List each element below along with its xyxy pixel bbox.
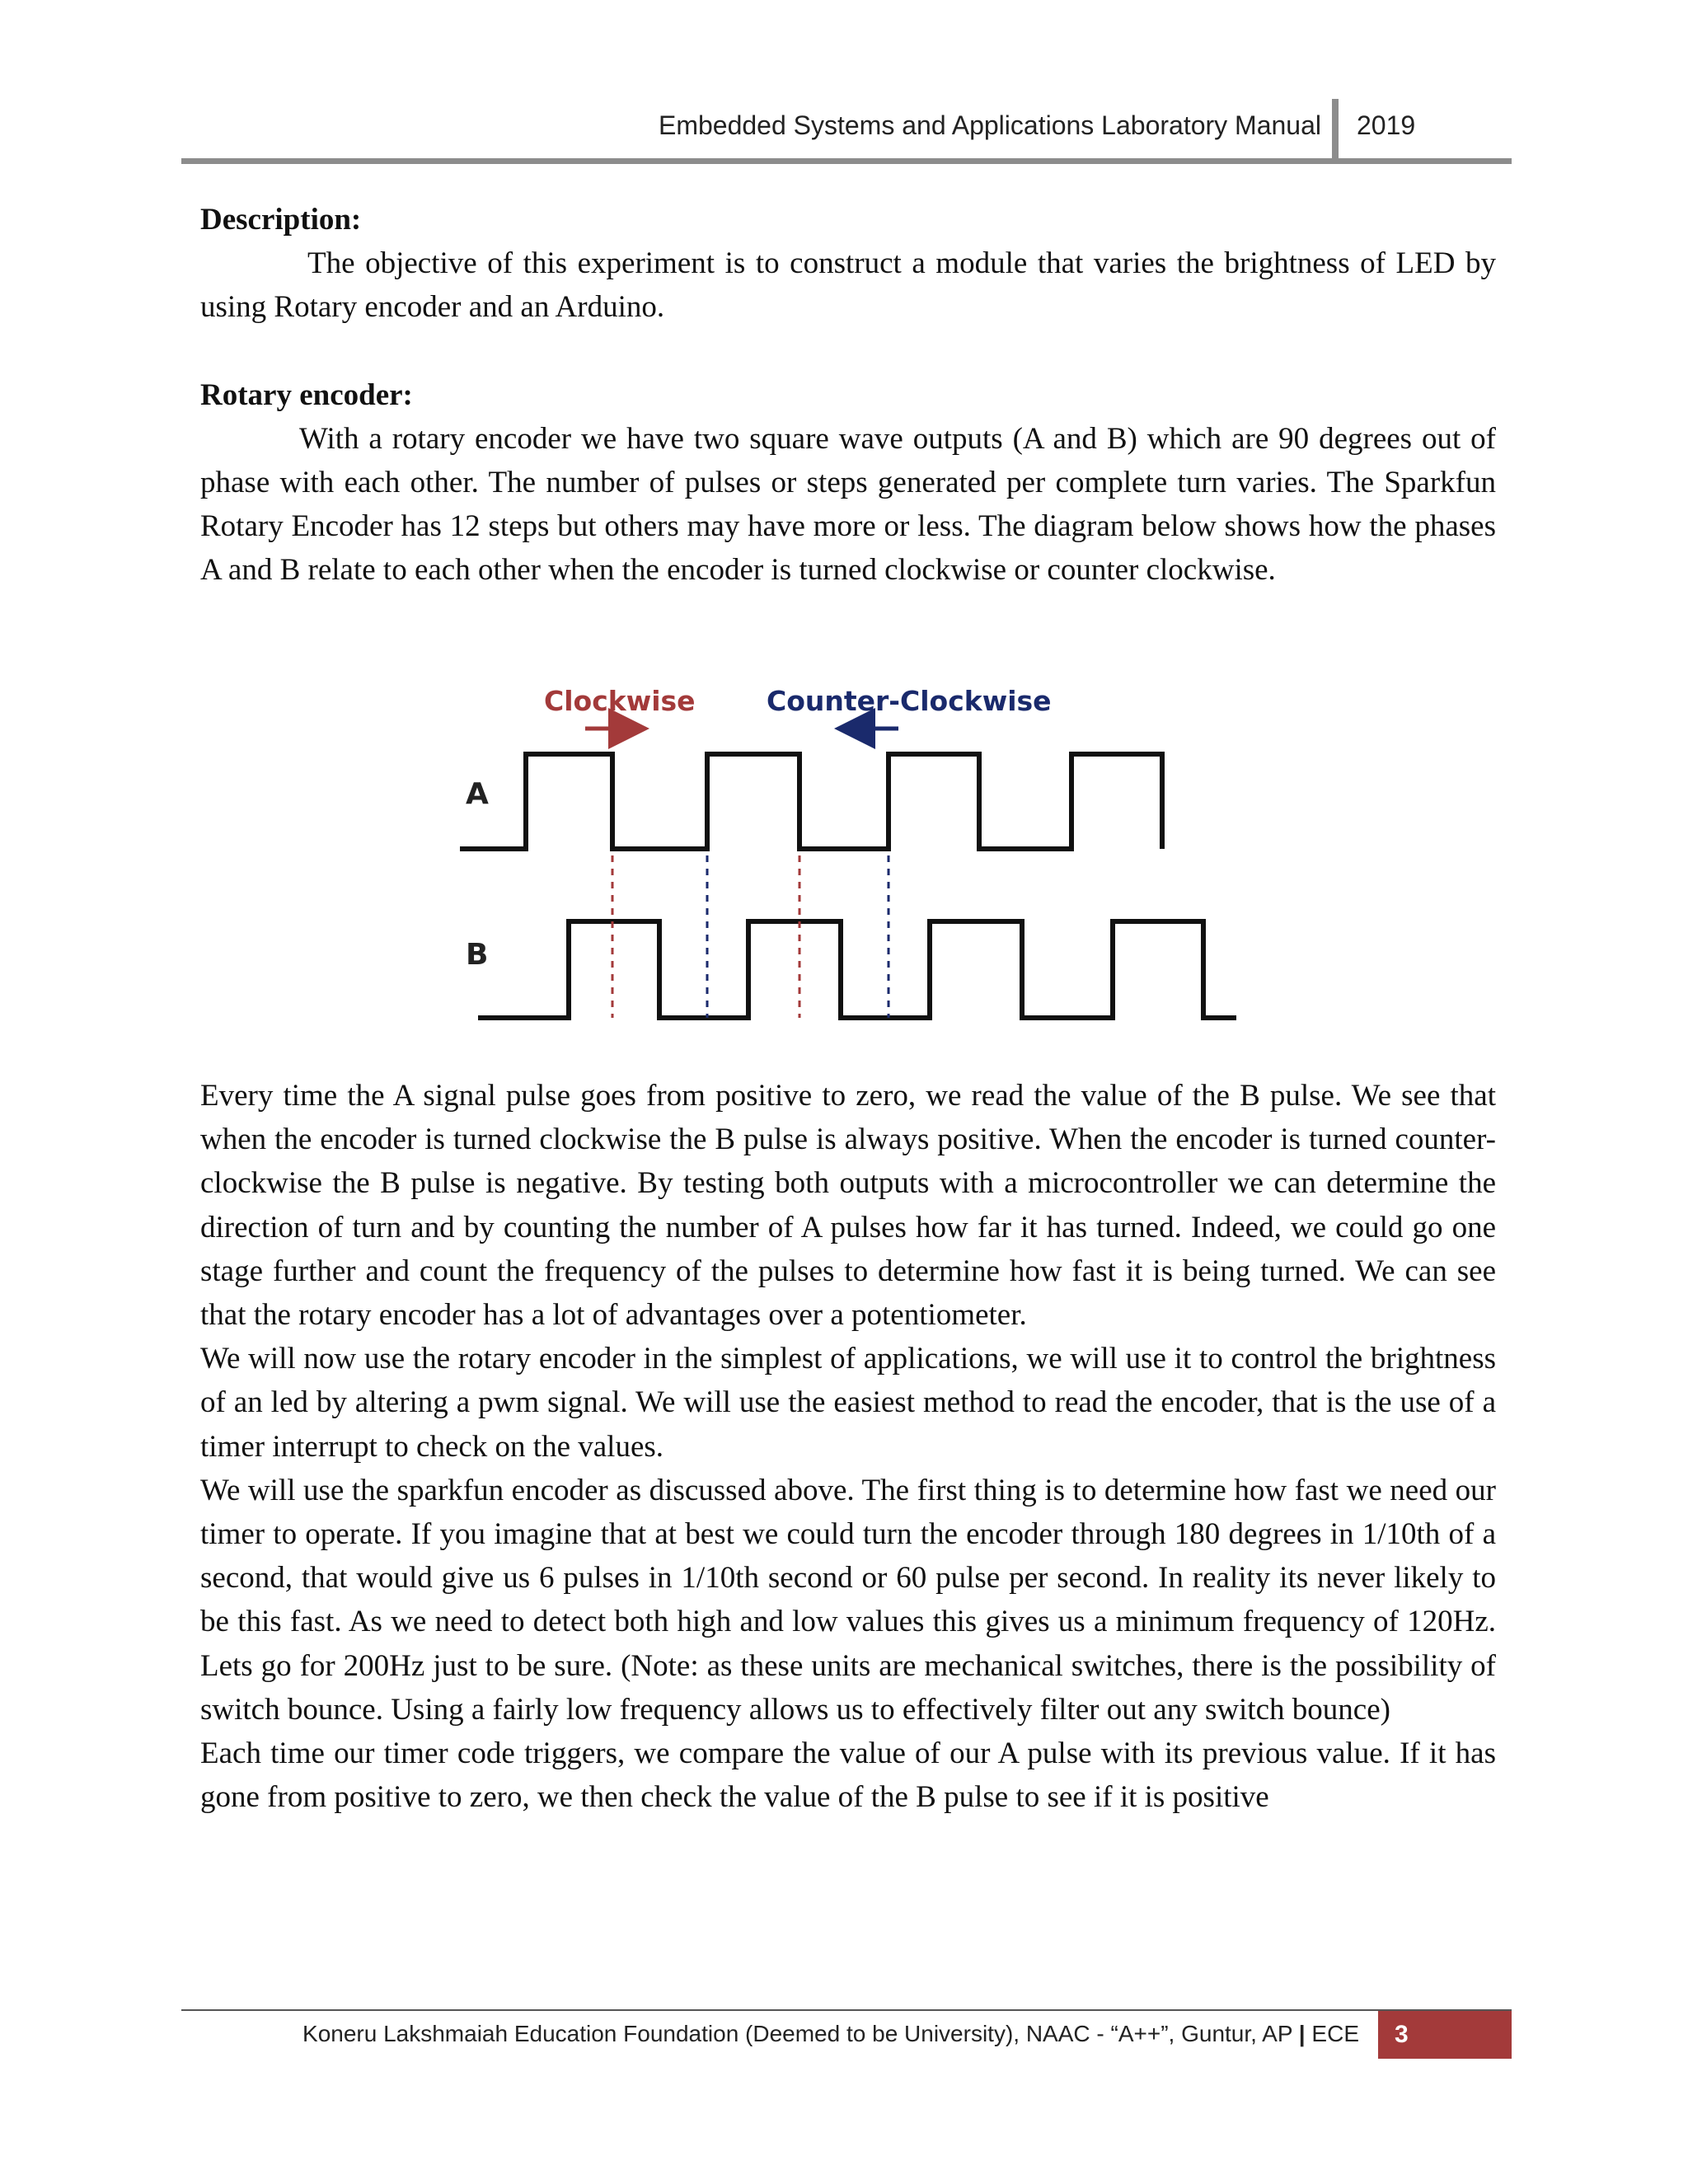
- paragraph-timer-trigger: Each time our timer code triggers, we compare the value of our A pulse with its previous value. If it has gone from positive to zero, we then check the value of the B pulse to see if it is positive: [200, 1736, 1496, 1815]
- page-number: 3: [1378, 2011, 1512, 2059]
- quadrature-diagram: [453, 676, 1278, 1038]
- manual-title: Embedded Systems and Applications Laboratory Manual: [658, 110, 1321, 140]
- signal-b-wave: [478, 921, 1236, 1018]
- header-divider: [1332, 99, 1339, 162]
- rotary-text: With a rotary encoder we have two square wave outputs (A and B) which are 90 degrees out of phase with each other. The number of pulses or steps generated per complete turn varies. The Sparkfun Rotary Encoder has 12 steps but others may have more or less. The diagram below shows how the phases A and B relate to each other when the encoder is turned clockwise or counter clockwise.: [200, 421, 1496, 588]
- spacer: [200, 330, 1496, 373]
- intro-content: [200, 198, 1496, 593]
- footer-rule: [181, 2009, 1512, 2011]
- clockwise-label: Clockwise: [544, 685, 696, 717]
- description-heading: Description:: [200, 203, 362, 237]
- description-text: The objective of this experiment is to construct a module that varies the brightness of LED by using Rotary encoder and an Arduino.: [200, 246, 1496, 325]
- page-header: [181, 96, 1512, 163]
- footer-department: ECE: [1311, 2021, 1359, 2046]
- signal-a-wave: [460, 754, 1162, 849]
- rotary-heading: Rotary encoder:: [200, 377, 413, 412]
- paragraph-pwm-control: We will now use the rotary encoder in the simplest of applications, we will use it to control the brightness of an led by altering a pwm signal. We will use the easiest method to read the encoder, that is the use of a timer interrupt to check on the values.: [200, 1342, 1496, 1464]
- signal-a-label: A: [466, 777, 489, 811]
- footer-text: [302, 2021, 1359, 2047]
- quadrature-svg: [453, 676, 1278, 1038]
- header-year: 2019: [1357, 110, 1416, 140]
- paragraph-timer-frequency: We will use the sparkfun encoder as discussed above. The first thing is to determine how fast we need our timer to operate. If you imagine that at best we could turn the encoder through 180 degrees in 1/10th of a second, that would give us 6 pulses in 1/10th second or 60 pulse per second. In reality its never likely to be this fast. As we need to detect both high and low values this gives us a minimum frequency of 120Hz. Lets go for 200Hz just to be sure. (Note: as these units are mechanical switches, there is the possibility of switch bounce. Using a fairly low frequency allows us to effectively filter out any switch bounce): [200, 1473, 1496, 1727]
- footer-separator: |: [1298, 2021, 1306, 2046]
- header-rule: [181, 158, 1512, 164]
- footer-institution: Koneru Lakshmaiah Education Foundation (Deemed to be University), NAAC - “A++”, Guntur, AP: [302, 2021, 1293, 2046]
- signal-b-label: B: [466, 938, 489, 972]
- counter-clockwise-label: Counter-Clockwise: [767, 685, 1052, 717]
- paragraph-direction-detection: Every time the A signal pulse goes from positive to zero, we read the value of the B pulse. We see that when the encoder is turned clockwise the B pulse is always positive. When the encoder is turned counter-clockwise the B pulse is negative. By testing both outputs with a microcontroller we can determine the direction of turn and by counting the number of A pulses how far it has turned. Indeed, we could go one stage further and count the frequency of the pulses to determine how fast it is being turned. We can see that the rotary encoder has a lot of advantages over a potentiometer.: [200, 1079, 1496, 1333]
- body-paragraphs: [200, 1074, 1496, 1819]
- page-footer: [181, 2009, 1512, 2059]
